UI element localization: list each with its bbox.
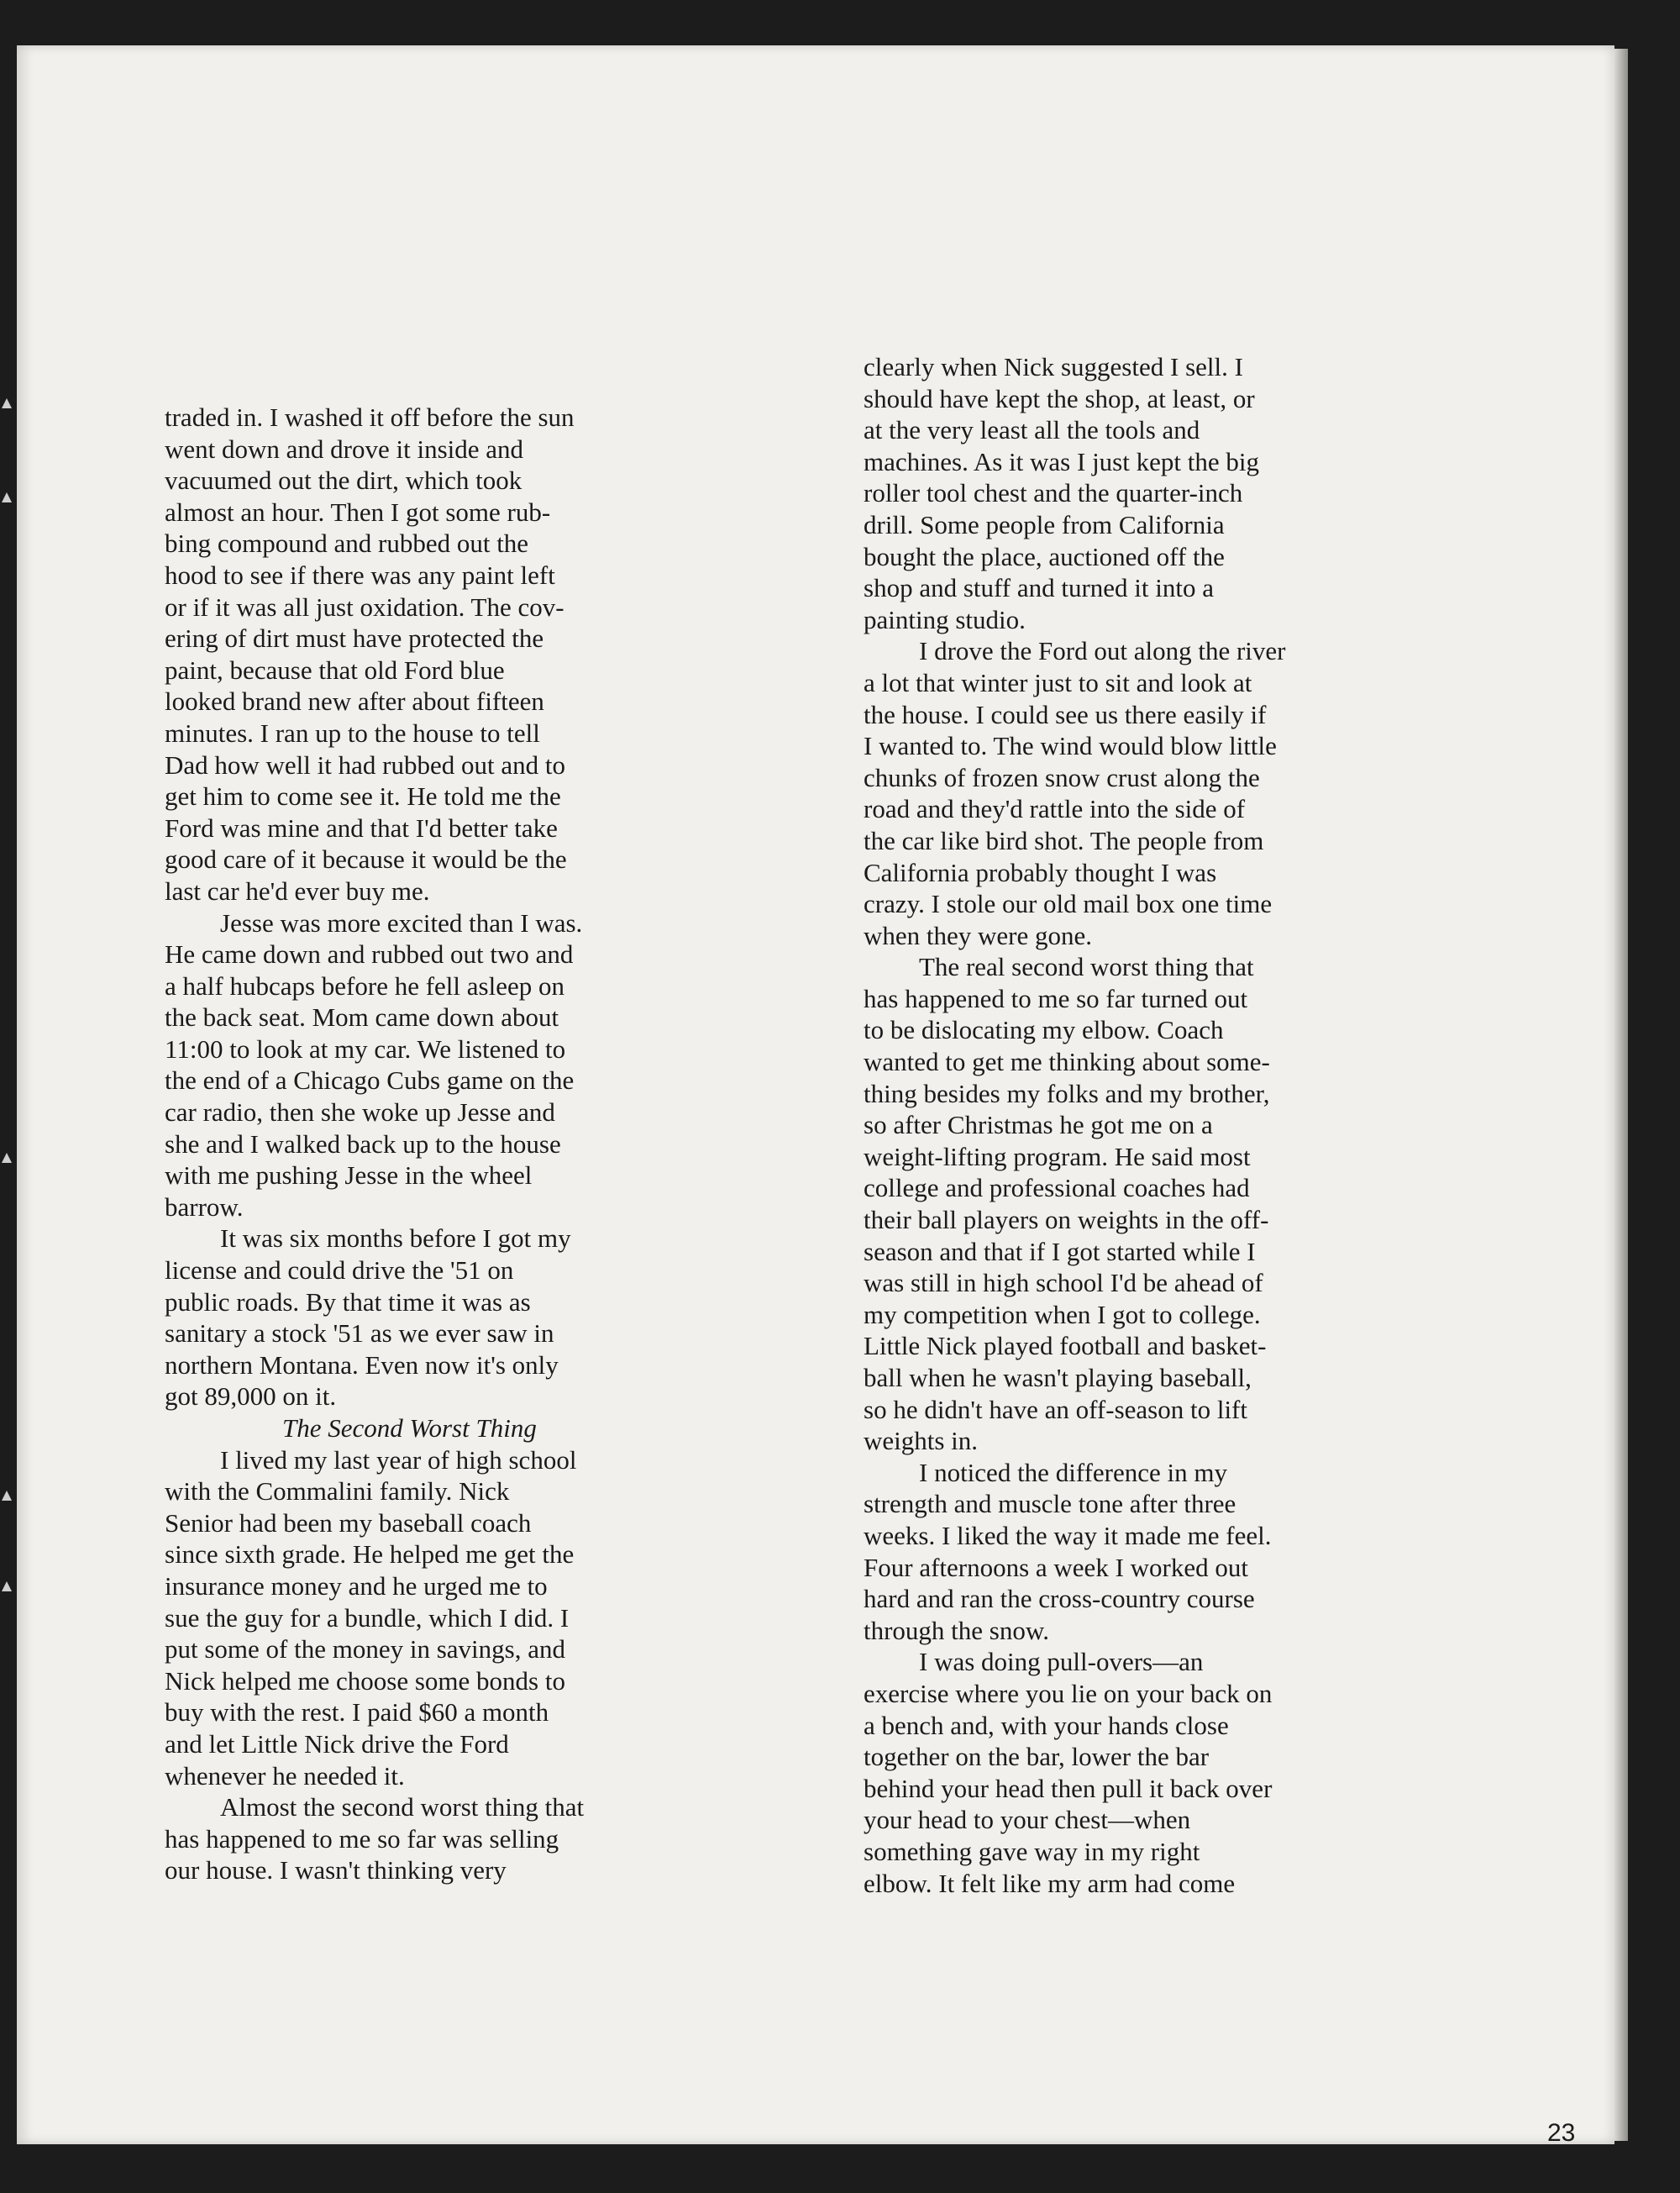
text-line: insurance money and he urged me to [165,1570,548,1601]
text-line: when they were gone. [864,920,1093,950]
binding-mark-icon [2,492,12,502]
text-line: chunks of frozen snow crust along the [864,762,1260,792]
text-line: and let Little Nick drive the Ford [165,1728,509,1759]
page-number: 23 [1547,2119,1576,2147]
text-line: license and could drive the '51 on [165,1255,514,1286]
text-line: at the very least all the tools and [864,415,1200,445]
text-line: traded in. I washed it off before the sun [165,402,575,432]
page-edge [1614,49,1628,2141]
paragraph-start-line: Almost the second worst thing that [220,1792,585,1822]
text-line: thing besides my folks and my brother, [864,1078,1270,1108]
text-line: machines. As it was I just kept the big [864,446,1259,476]
text-line: got 89,000 on it. [165,1381,337,1412]
binding-mark-icon [2,1491,12,1501]
text-line: to be dislocating my elbow. Coach [864,1015,1224,1045]
text-line: exercise where you lie on your back on [864,1678,1273,1708]
binding-mark-icon [2,1153,12,1163]
text-line: has happened to me so far was selling [165,1823,559,1854]
text-line: weeks. I liked the way it made me feel. [864,1520,1272,1550]
text-line: northern Montana. Even now it's only [165,1349,559,1380]
text-line: with me pushing Jesse in the wheel [165,1160,533,1191]
text-line: something gave way in my right [864,1836,1200,1866]
text-line: barrow. [165,1191,244,1222]
section-heading: The Second Worst Thing [282,1413,537,1443]
text-line: 11:00 to look at my car. We listened to [165,1033,566,1064]
text-line: last car he'd ever buy me. [165,876,430,906]
text-line: with the Commalini family. Nick [165,1476,510,1507]
text-line: car radio, then she woke up Jesse and [165,1097,555,1128]
left-text-column [165,402,778,1886]
text-line: whenever he needed it. [165,1760,405,1791]
text-line: was still in high school I'd be ahead of [864,1268,1263,1298]
text-line: clearly when Nick suggested I sell. I [864,352,1243,381]
text-line: almost an hour. Then I got some rub- [165,497,551,527]
text-line: or if it was all just oxidation. The cov- [165,592,564,622]
text-line: ball when he wasn't playing baseball, [864,1363,1252,1392]
text-line: paint, because that old Ford blue [165,655,505,685]
text-line: bought the place, auctioned off the [864,541,1225,571]
text-line: sanitary a stock '51 as we ever saw in [165,1318,554,1349]
text-line: went down and drove it inside and [165,434,524,464]
text-line: California probably thought I was [864,857,1217,887]
binding-mark-icon [2,1581,12,1591]
text-line: elbow. It felt like my arm had come [864,1868,1236,1898]
text-line: she and I walked back up to the house [165,1128,561,1159]
text-line: Four afternoons a week I worked out [864,1552,1248,1582]
paragraph-start-line: Jesse was more excited than I was. [220,907,583,938]
text-line: road and they'd rattle into the side of [864,794,1246,824]
text-line: since sixth grade. He helped me get the [165,1539,575,1570]
text-line: a half hubcaps before he fell asleep on [165,970,564,1001]
text-line: behind your head then pull it back over [864,1773,1273,1803]
text-line: painting studio. [864,604,1026,634]
paragraph-start-line: I was doing pull-overs—an [919,1647,1204,1677]
text-line: He came down and rubbed out two and [165,939,574,970]
text-line: bing compound and rubbed out the [165,529,529,559]
text-line: strength and muscle tone after three [864,1489,1236,1519]
binding-mark-icon [2,398,12,408]
paragraph-start-line: I drove the Ford out along the river [919,636,1286,666]
text-line: together on the bar, lower the bar [864,1742,1210,1772]
text-line: sue the guy for a bundle, which I did. I [165,1602,570,1633]
text-line: Dad how well it had rubbed out and to [165,749,565,780]
text-line: weight-lifting program. He said most [864,1141,1251,1171]
right-text-column [864,351,1477,1899]
text-line: Ford was mine and that I'd better take [165,813,558,843]
text-line: so he didn't have an off-season to lift [864,1394,1247,1424]
paragraph-start-line: The real second worst thing that [919,952,1254,982]
text-line: hard and ran the cross-country course [864,1584,1255,1614]
text-line: should have kept the shop, at least, or [864,383,1255,413]
text-line: roller tool chest and the quarter-inch [864,478,1243,508]
text-line: through the snow. [864,1615,1049,1645]
paragraph-start-line: I lived my last year of high school [220,1444,577,1475]
text-line: your head to your chest—when [864,1805,1191,1835]
text-line: I wanted to. The wind would blow little [864,731,1277,761]
text-line: weights in. [864,1426,979,1456]
text-line: the back seat. Mom came down about [165,1002,559,1033]
text-line: season and that if I got started while I [864,1236,1256,1266]
text-line: shop and stuff and turned it into a [864,573,1215,603]
text-line: a bench and, with your hands close [864,1710,1229,1740]
text-line: hood to see if there was any paint left [165,560,555,590]
text-line: put some of the money in savings, and [165,1634,565,1664]
text-line: looked brand new after about fifteen [165,686,544,717]
text-line: their ball players on weights in the off- [864,1205,1269,1235]
text-line: a lot that winter just to sit and look at [864,667,1252,697]
text-line: the car like bird shot. The people from [864,825,1264,855]
text-line: our house. I wasn't thinking very [165,1855,507,1885]
text-line: has happened to me so far turned out [864,983,1248,1013]
text-line: ering of dirt must have protected the [165,623,544,654]
text-line: my competition when I got to college. [864,1299,1261,1329]
text-line: the house. I could see us there easily if [864,699,1267,729]
text-line: Senior had been my baseball coach [165,1507,532,1538]
text-line: Nick helped me choose some bonds to [165,1665,565,1696]
text-line: so after Christmas he got me on a [864,1110,1213,1140]
text-line: Little Nick played football and basket- [864,1331,1267,1361]
text-line: vacuumed out the dirt, which took [165,465,522,496]
text-line: crazy. I stole our old mail box one time [864,889,1273,919]
text-line: wanted to get me thinking about some- [864,1047,1270,1077]
text-line: buy with the rest. I paid $60 a month [165,1697,549,1728]
text-line: the end of a Chicago Cubs game on the [165,1065,575,1096]
text-line: minutes. I ran up to the house to tell [165,718,540,748]
text-line: get him to come see it. He told me the [165,781,561,812]
text-line: drill. Some people from California [864,509,1225,539]
text-line: good care of it because it would be the [165,844,567,875]
paragraph-start-line: I noticed the difference in my [919,1457,1227,1487]
text-line: college and professional coaches had [864,1173,1250,1203]
book-page [17,45,1614,2147]
paragraph-start-line: It was six months before I got my [220,1223,571,1254]
text-line: public roads. By that time it was as [165,1286,531,1317]
